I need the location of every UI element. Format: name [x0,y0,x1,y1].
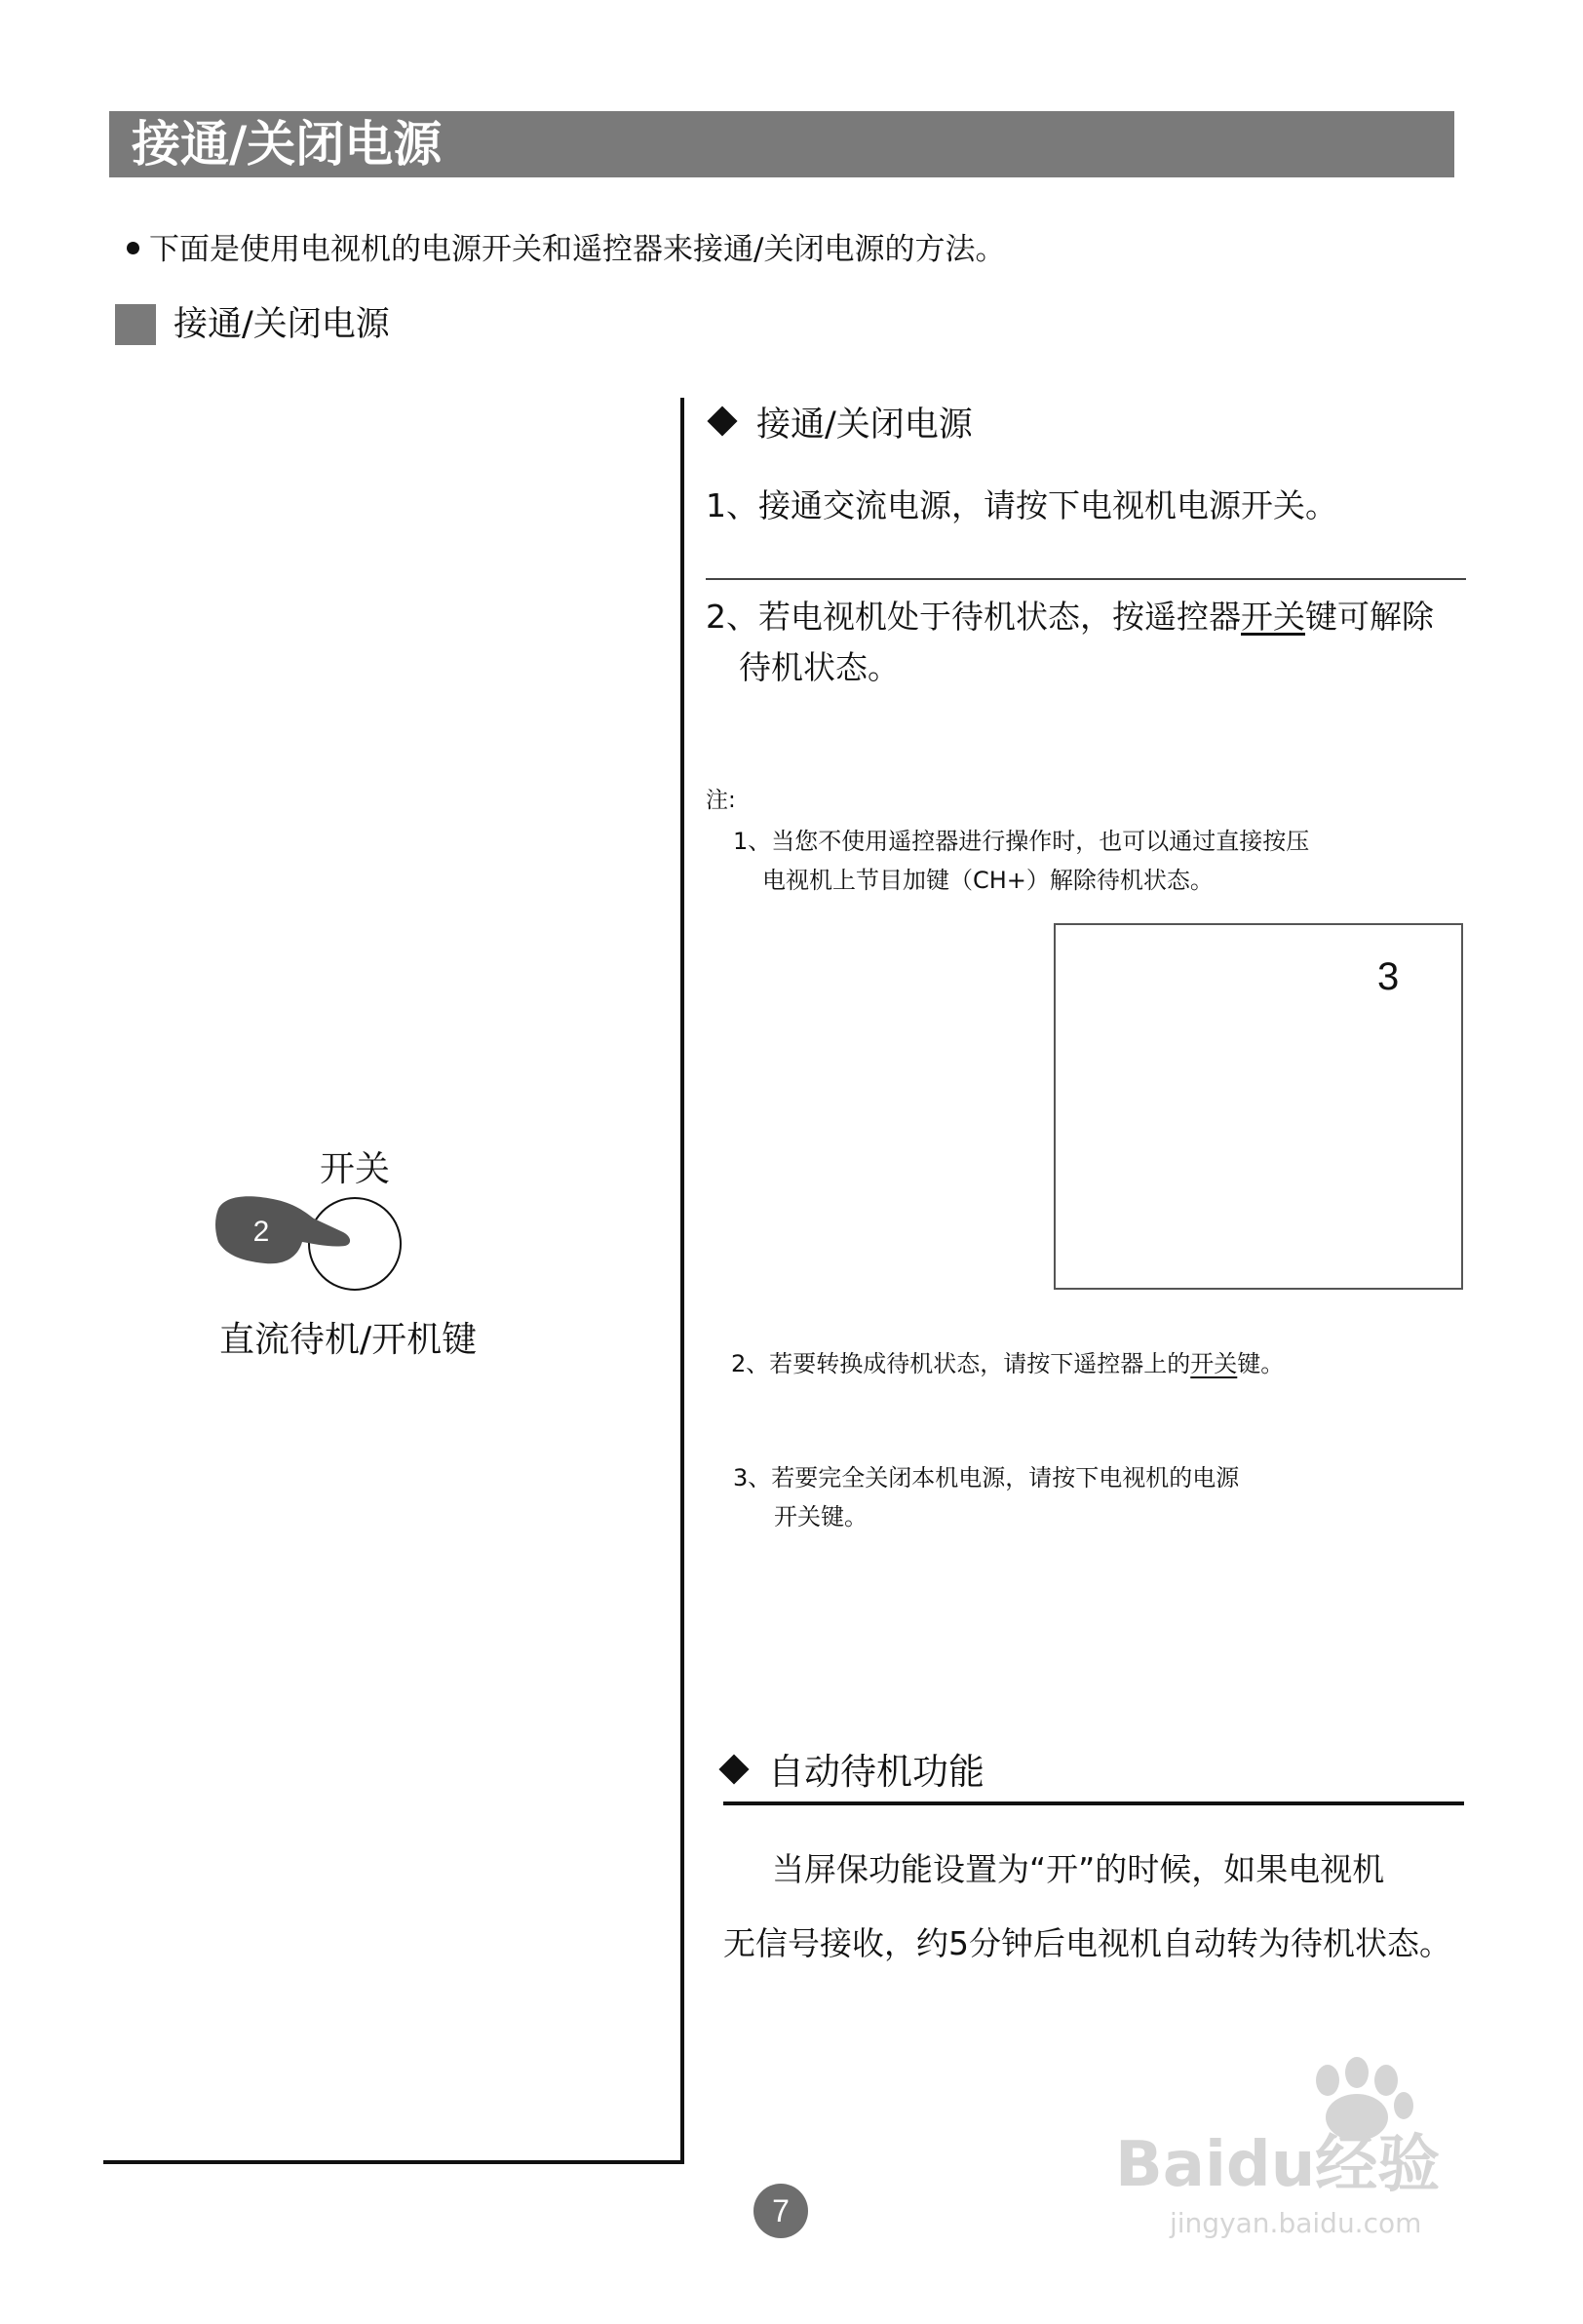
column-divider [680,398,684,2164]
note2-text-after: 键。 [1237,1350,1285,1377]
watermark-brand: Baidu经验 [1115,2129,1441,2201]
tv-screen-illustration [1054,923,1463,1290]
section-heading: 接通/关闭电源 [174,305,390,344]
note-label: 注: [706,788,736,813]
note-1 [733,822,1415,900]
channel-number: 3 [1377,955,1400,998]
standby-key-label: 直流待机/开机键 [219,1320,478,1360]
step-2 [706,592,1505,693]
note-3 [733,1458,1415,1536]
hand-press-button-illustration [205,1187,419,1304]
power-key-term: 开关 [1241,598,1305,636]
note-2 [731,1347,1284,1380]
note3-line1: 3、若要完全关闭本机电源，请按下电视机的电源 [733,1464,1240,1491]
page-number: 7 [772,2193,790,2228]
intro-text: 下面是使用电视机的电源开关和遥控器来接通/关闭电源的方法。 [149,232,1006,267]
auto-text-line2: 无信号接收，约5分钟后电视机自动转为待机状态。 [723,1924,1451,1962]
bullet-icon [127,242,139,254]
callout-number: 2 [252,1216,270,1248]
bottom-rule [103,2160,684,2164]
diamond-icon [718,1754,749,1784]
note1-line2: 电视机上节目加键（CH+）解除待机状态。 [762,867,1214,894]
note2-text: 2、若要转换成待机状态，请按下遥控器上的 [731,1350,1191,1377]
note2-key-term: 开关 [1190,1350,1238,1377]
note3-line2: 开关键。 [774,1503,868,1530]
step-divider [706,578,1466,580]
step2-text: 2、若电视机处于待机状态，按遥控器 [706,598,1241,636]
watermark-url: jingyan.baidu.com [1170,2207,1422,2239]
step2-text-after: 键可解除 [1305,598,1434,636]
heading-text: 接通/关闭电源 [756,406,973,445]
step-1: 1、接通交流电源，请按下电视机电源开关。 [706,486,1337,524]
page-title: 接通/关闭电源 [132,116,443,173]
section-marker-icon [115,304,156,345]
note1-line1: 1、当您不使用遥控器进行操作时，也可以通过直接按压 [733,828,1310,855]
heading-text: 自动待机功能 [768,1751,985,1793]
step2-continuation: 待机状态。 [739,648,900,686]
baidu-watermark-logo [1111,2057,1482,2242]
subsection-heading-auto-standby [723,1749,985,1796]
auto-text-line1: 当屏保功能设置为“开”的时候，如果电视机 [772,1850,1385,1888]
heading-underline [723,1801,1464,1805]
power-switch-label: 开关 [320,1149,391,1189]
auto-standby-description [723,1833,1503,1981]
subsection-heading-power [712,403,973,447]
diamond-icon [707,406,737,436]
intro-line [127,230,1005,269]
